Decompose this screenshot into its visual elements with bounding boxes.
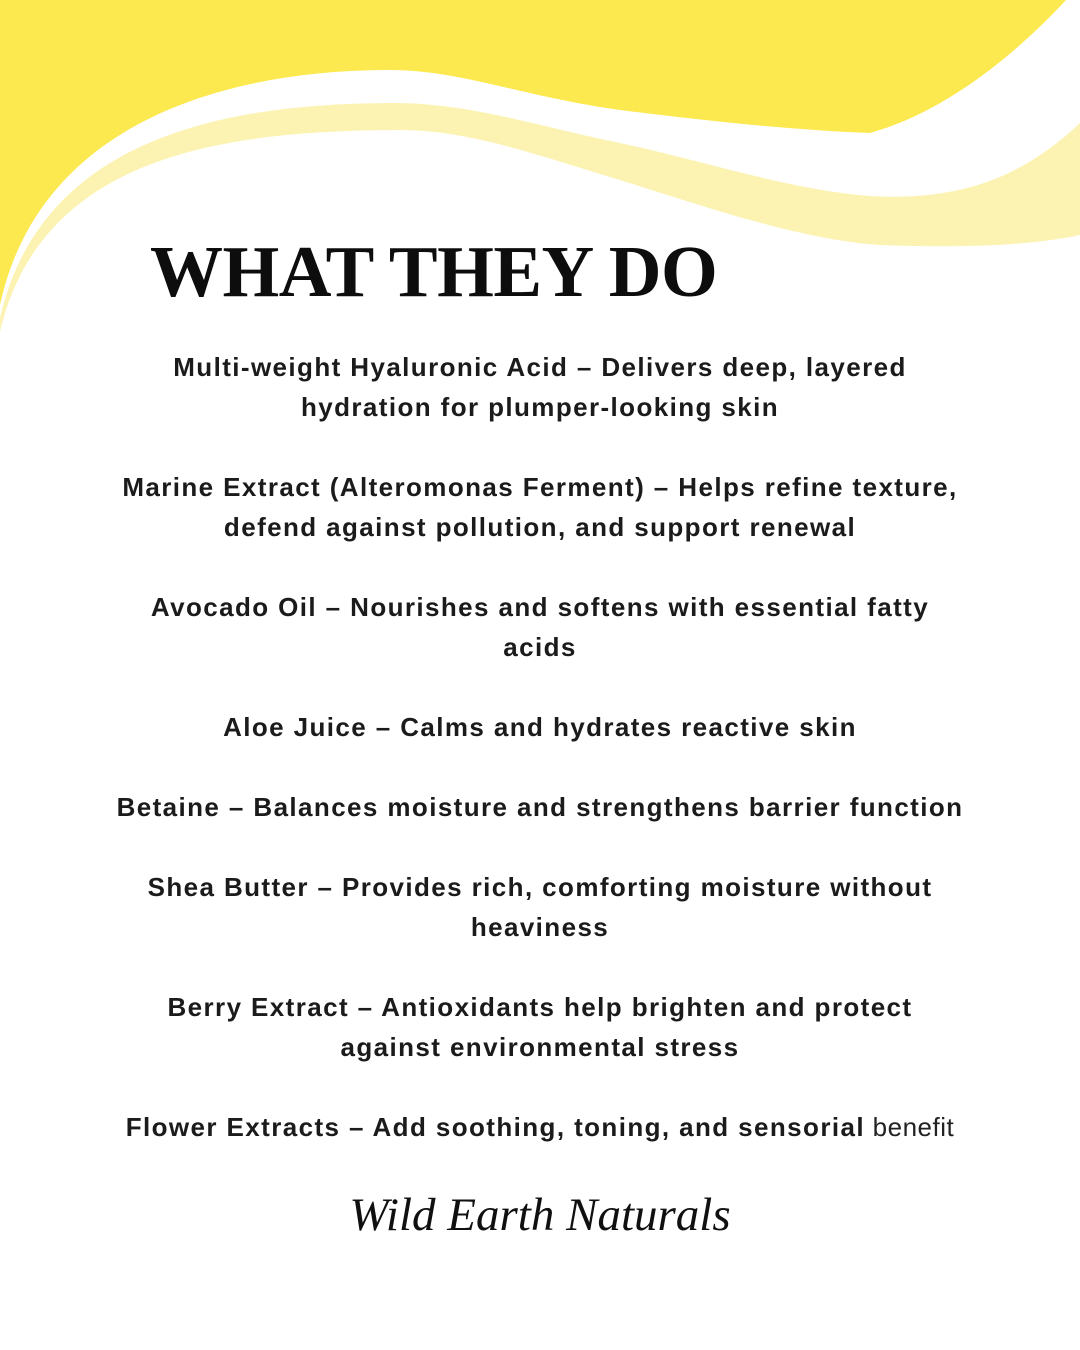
ingredient-line: Avocado Oil – Nourishes and softens with essential fatty xyxy=(150,592,930,622)
ingredient-line: Aloe Juice – Calms and hydrates reactive skin xyxy=(223,712,857,742)
ingredient-item xyxy=(50,587,1030,667)
ingredient-line: Multi-weight Hyaluronic Acid – Delivers deep, layered xyxy=(173,352,907,382)
brand-name: Wild Earth Naturals xyxy=(349,1189,731,1241)
ingredient-line: acids xyxy=(503,632,577,662)
ingredient-item xyxy=(50,707,1030,747)
ingredient-item xyxy=(50,987,1030,1067)
page-title: WHAT THEY DO xyxy=(150,231,718,312)
ingredient-line: Marine Extract (Alteromonas Ferment) – Helps refine texture, xyxy=(122,472,958,502)
ingredient-line: Shea Butter – Provides rich, comforting moisture without xyxy=(147,872,933,902)
ingredient-list xyxy=(50,347,1030,1187)
ingredient-item xyxy=(50,347,1030,427)
ingredient-line: Flower Extracts – Add soothing, toning, and sensorial benefit xyxy=(125,1112,955,1142)
ingredient-item xyxy=(50,1107,1030,1147)
ingredient-line: Betaine – Balances moisture and strengthens barrier function xyxy=(116,792,964,822)
ingredient-item xyxy=(50,787,1030,827)
ingredient-line: heaviness xyxy=(470,912,610,942)
ingredient-line: Berry Extract – Antioxidants help brighten and protect xyxy=(167,992,913,1022)
ingredient-line: against environmental stress xyxy=(340,1032,740,1062)
ingredient-item xyxy=(50,467,1030,547)
ingredient-line: hydration for plumper-looking skin xyxy=(300,392,780,422)
ingredient-line: defend against pollution, and support renewal xyxy=(223,512,857,542)
ingredient-item xyxy=(50,867,1030,947)
